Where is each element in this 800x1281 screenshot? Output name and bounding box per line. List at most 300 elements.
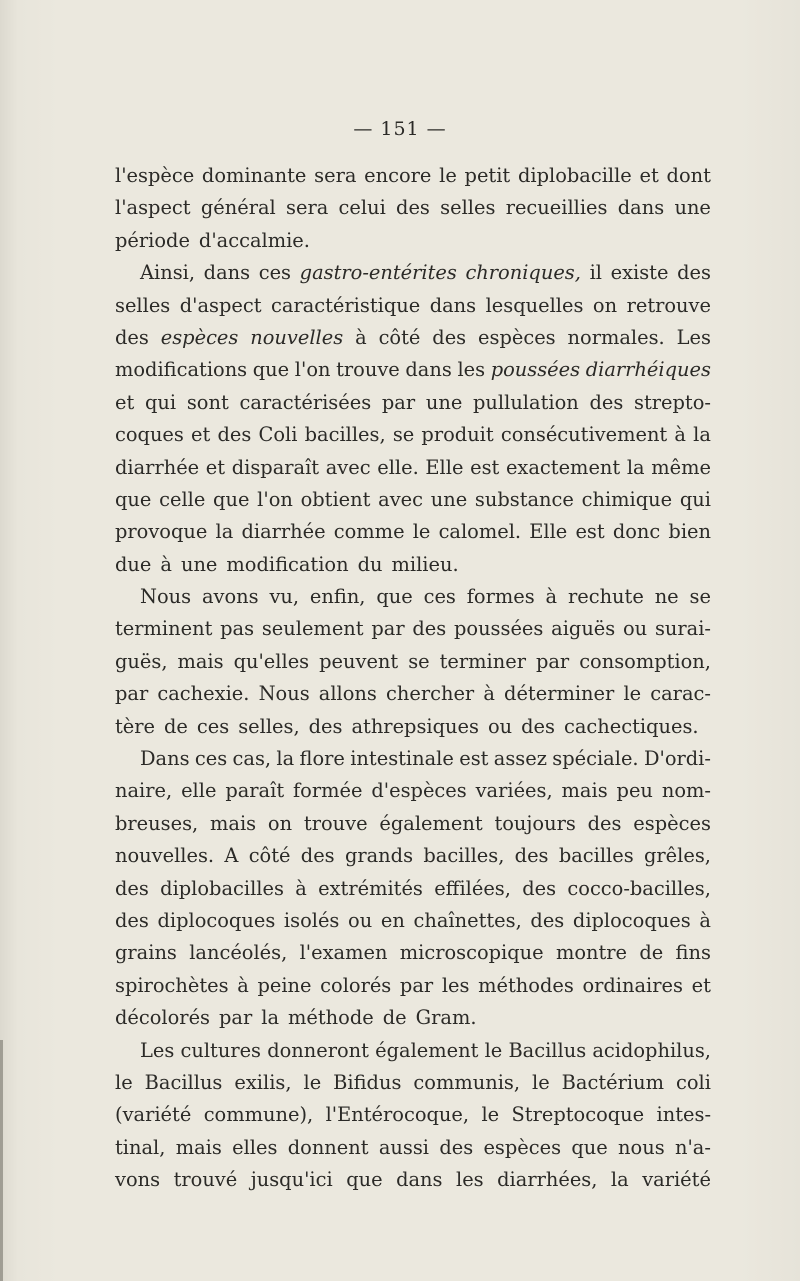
word: calomel. — [438, 520, 522, 544]
word: avec — [378, 487, 423, 511]
word: de — [164, 714, 188, 738]
word: à — [355, 325, 367, 349]
word: la — [215, 520, 234, 544]
word: des — [308, 714, 343, 738]
word: l'espèce — [115, 164, 195, 187]
word: breuses, — [115, 811, 199, 835]
word: que — [213, 487, 250, 511]
word: des — [522, 876, 557, 900]
word: est — [575, 520, 605, 544]
word: coli — [675, 1070, 711, 1094]
word: bacilles, — [304, 423, 386, 447]
word: selles — [115, 293, 171, 317]
word: enfin, — [309, 585, 366, 609]
word: petit — [464, 164, 511, 187]
word: de — [639, 941, 664, 965]
word: décolorés — [115, 1006, 210, 1030]
word: D'ordi- — [643, 747, 711, 771]
word: ou — [348, 908, 373, 932]
text-line — [115, 1002, 711, 1034]
word: aussi — [378, 1135, 430, 1159]
word: seulement — [261, 617, 364, 641]
word: l'on — [294, 358, 331, 382]
word: cas, — [232, 747, 272, 771]
word: ou — [623, 617, 648, 641]
word: Nous — [258, 682, 310, 706]
word: l'on — [257, 487, 293, 511]
word: lesquelles — [485, 293, 584, 317]
word: consécutivement — [500, 423, 668, 447]
word: Ainsi, — [140, 261, 196, 285]
word: l'Entérocoque, — [325, 1103, 470, 1127]
word: des — [396, 196, 430, 220]
word: des — [115, 876, 149, 900]
word: à — [674, 423, 686, 447]
word: qui — [145, 390, 177, 414]
text-line — [115, 678, 711, 710]
word: exilis, — [234, 1070, 292, 1094]
word: spéciale. — [552, 747, 639, 771]
word: le — [412, 520, 431, 544]
word: la — [610, 1168, 629, 1192]
word: côté — [378, 325, 421, 349]
word: les — [441, 973, 470, 997]
word: à — [545, 585, 558, 609]
word: des — [115, 325, 149, 349]
word: A — [224, 844, 239, 868]
word: poussées — [453, 617, 544, 641]
italic-word: nouvelles — [250, 325, 344, 349]
word: même — [651, 455, 711, 479]
word: Coli — [258, 423, 298, 447]
word: trouvé — [173, 1168, 238, 1192]
word: des — [217, 423, 252, 447]
word: grains — [115, 941, 177, 965]
word: elles — [232, 1135, 278, 1159]
word: d'accalmie. — [198, 228, 310, 252]
word: diarrhée — [241, 520, 326, 544]
word: mais — [210, 811, 257, 835]
word: normales. — [567, 325, 665, 349]
word: sera — [314, 164, 357, 187]
word: bien — [668, 520, 711, 544]
word: Elle — [425, 455, 464, 479]
word: substance — [474, 487, 574, 511]
word: sont — [186, 390, 229, 414]
word: diplobacilles — [160, 876, 284, 900]
word: que — [252, 358, 290, 382]
word: ces — [194, 747, 228, 771]
word: peuvent — [319, 649, 399, 673]
word: celle — [159, 487, 206, 511]
word: dominante — [201, 164, 307, 187]
text-line — [115, 290, 711, 322]
text-line — [115, 225, 711, 257]
word: nouvelles. — [115, 844, 215, 868]
word: du — [357, 552, 383, 576]
word: Bifidus — [333, 1070, 402, 1094]
word: des — [432, 325, 467, 349]
word: peine — [257, 973, 312, 997]
text-line — [115, 711, 711, 743]
word: aiguës — [551, 617, 616, 641]
word: que — [115, 487, 152, 511]
word: il — [589, 261, 602, 285]
word: acidophilus, — [592, 1038, 711, 1062]
word: diplocoques — [157, 908, 276, 932]
word: dans — [405, 358, 452, 382]
word: à — [295, 876, 307, 900]
word: le — [484, 1038, 503, 1062]
word: Les — [140, 1038, 175, 1062]
word: une — [674, 196, 711, 220]
text-line — [115, 1067, 711, 1099]
text-line — [115, 581, 711, 613]
word: Elle — [529, 520, 568, 544]
text-line — [115, 1132, 711, 1164]
word: provoque — [115, 520, 208, 544]
word: avec — [325, 455, 371, 479]
word: par — [371, 617, 405, 641]
text-line — [115, 937, 711, 969]
text-line — [115, 322, 711, 354]
text-line — [115, 646, 711, 678]
word: existe — [610, 261, 669, 285]
word: toujours — [494, 811, 576, 835]
word: variété — [642, 1168, 711, 1192]
word: qui — [679, 487, 711, 511]
word: que — [346, 1168, 383, 1192]
word: et — [205, 455, 226, 479]
word: chimique — [581, 487, 673, 511]
word: donnent — [287, 1135, 369, 1159]
word: dans — [617, 196, 665, 220]
word: grêles, — [643, 844, 711, 868]
word: et — [639, 164, 659, 187]
word: caractéristique — [271, 293, 421, 317]
word: les — [456, 1168, 484, 1192]
text-line — [115, 613, 711, 645]
word: guës, — [115, 649, 168, 673]
word: et — [115, 390, 135, 414]
word: celui — [338, 196, 386, 220]
word: pullulation — [473, 390, 579, 414]
word: période — [115, 228, 190, 252]
word: coques — [115, 423, 184, 447]
word: que — [571, 1135, 608, 1159]
word: spirochètes — [115, 973, 229, 997]
word: l'aspect — [115, 196, 191, 220]
word: cachectiques. — [563, 714, 699, 738]
italic-word: chroniques, — [465, 261, 581, 285]
word: exactement — [505, 455, 621, 479]
text-line — [115, 192, 711, 224]
word: par — [219, 1006, 253, 1030]
word: l'examen — [299, 941, 388, 965]
word: vons — [115, 1168, 161, 1192]
word: le — [532, 1070, 550, 1094]
text-line — [115, 257, 711, 289]
word: diplobacille — [517, 164, 632, 187]
word: formée — [293, 779, 363, 803]
word: les — [457, 358, 486, 382]
word: disparaît — [231, 455, 320, 479]
text-line — [115, 419, 711, 451]
word: en — [380, 908, 405, 932]
word: général — [200, 196, 276, 220]
word: due — [115, 552, 152, 576]
word: Bacillus — [144, 1070, 223, 1094]
word: des — [514, 844, 549, 868]
word: cultures — [180, 1038, 262, 1062]
italic-word: poussées — [490, 358, 581, 382]
text-line — [115, 1035, 711, 1067]
word: paraît — [225, 779, 285, 803]
word: cachexie. — [157, 682, 250, 706]
body-text — [115, 160, 711, 1197]
word: montre — [555, 941, 628, 965]
word: d'aspect — [179, 293, 262, 317]
word: des — [115, 908, 149, 932]
word: se — [689, 585, 711, 609]
word: athrepsiques — [351, 714, 479, 738]
word: elle — [181, 779, 217, 803]
word: Bactérium — [561, 1070, 664, 1094]
text-line — [115, 452, 711, 484]
word: le — [115, 1070, 133, 1094]
word: également — [379, 811, 483, 835]
word: on — [592, 293, 618, 317]
word: formes — [466, 585, 535, 609]
word: carac- — [650, 682, 711, 706]
word: se — [408, 649, 430, 673]
word: variées, — [475, 779, 553, 803]
word: espèces — [633, 811, 711, 835]
word: pas — [220, 617, 255, 641]
word: extrémités — [318, 876, 423, 900]
italic-word: gastro-entérites — [299, 261, 457, 285]
word: isolés — [283, 908, 340, 932]
word: des — [412, 617, 447, 641]
word: modifications — [115, 358, 248, 382]
word: jusqu'ici — [250, 1168, 333, 1192]
word: ces — [196, 714, 230, 738]
word: dans — [396, 1168, 443, 1192]
word: communis, — [413, 1070, 521, 1094]
word: microscopique — [399, 941, 544, 965]
word: à — [483, 682, 495, 706]
word: intestinale — [350, 747, 454, 771]
word: ou — [487, 714, 513, 738]
word: encore — [364, 164, 432, 187]
text-line — [115, 1164, 711, 1196]
word: effilées, — [434, 876, 511, 900]
text-line — [115, 354, 711, 386]
word: se — [392, 423, 415, 447]
word: ne — [654, 585, 679, 609]
word: Streptocoque — [511, 1103, 645, 1127]
word: mais — [175, 1135, 222, 1159]
word: la — [261, 1006, 280, 1030]
word: des — [521, 714, 555, 738]
word: rechute — [567, 585, 644, 609]
word: est — [459, 747, 489, 771]
word: colorés — [320, 973, 392, 997]
word: déterminer — [504, 682, 615, 706]
word: trouve — [336, 358, 400, 382]
text-line — [115, 387, 711, 419]
word: caractérisées — [239, 390, 372, 414]
word: donc — [612, 520, 661, 544]
word: retrouve — [626, 293, 711, 317]
word: terminer — [439, 649, 526, 673]
word: tinal, — [115, 1135, 166, 1159]
word: espèces — [483, 1135, 562, 1159]
word: bacilles, — [423, 844, 505, 868]
text-line — [115, 743, 711, 775]
word: flore — [299, 747, 345, 771]
word: une — [430, 487, 468, 511]
word: mais — [177, 649, 224, 673]
word: Dans — [140, 747, 190, 771]
italic-word: espèces — [160, 325, 239, 349]
word: est — [470, 455, 500, 479]
word: on — [267, 811, 293, 835]
text-line — [115, 873, 711, 905]
word: et — [191, 423, 211, 447]
word: obtient — [300, 487, 371, 511]
word: (variété — [115, 1103, 192, 1127]
word: n'a- — [674, 1135, 711, 1159]
word: strepto- — [634, 390, 711, 414]
word: dont — [666, 164, 711, 187]
word: terminent — [115, 617, 213, 641]
word: par — [381, 390, 416, 414]
word: vu, — [269, 585, 300, 609]
word: également — [375, 1038, 479, 1062]
word: allons — [318, 682, 377, 706]
word: méthode — [288, 1006, 374, 1030]
word: d'espèces — [371, 779, 467, 803]
word: chercher — [386, 682, 475, 706]
word: cocco-bacilles, — [567, 876, 711, 900]
word: nom- — [661, 779, 711, 803]
word: ces — [423, 585, 456, 609]
word: selles — [440, 196, 496, 220]
word: la — [276, 747, 295, 771]
word: assez — [493, 747, 547, 771]
text-line — [115, 775, 711, 807]
word: à — [160, 552, 172, 576]
word: des — [530, 908, 565, 932]
word: milieu. — [391, 552, 459, 576]
word: ces — [258, 261, 292, 285]
word: des — [677, 261, 711, 285]
word: consomption, — [579, 649, 711, 673]
text-line — [115, 970, 711, 1002]
text-line — [115, 808, 711, 840]
word: bacilles — [558, 844, 634, 868]
word: donneront — [267, 1038, 369, 1062]
word: et — [691, 973, 711, 997]
word: peu — [616, 779, 653, 803]
text-line — [115, 1099, 711, 1131]
word: la — [693, 423, 711, 447]
word: nous — [618, 1135, 665, 1159]
word: avons — [201, 585, 259, 609]
word: qu'elles — [233, 649, 310, 673]
word: dans — [203, 261, 251, 285]
word: le — [623, 682, 642, 706]
word: des — [587, 811, 622, 835]
word: mais — [561, 779, 608, 803]
word: commune), — [203, 1103, 314, 1127]
word: à — [237, 973, 249, 997]
word: la — [626, 455, 645, 479]
page-number: — 151 — — [353, 118, 447, 140]
word: par — [115, 682, 149, 706]
word: intes- — [656, 1103, 711, 1127]
word: une — [425, 390, 463, 414]
word: naire, — [115, 779, 173, 803]
text-line — [115, 516, 711, 548]
word: elle. — [377, 455, 419, 479]
word: le — [481, 1103, 500, 1127]
word: le — [439, 164, 457, 187]
word: par — [535, 649, 570, 673]
text-line — [115, 160, 711, 192]
word: diarrhées, — [497, 1168, 598, 1192]
italic-word: diarrhéiques — [585, 358, 711, 382]
text-line — [115, 905, 711, 937]
word: tère — [115, 714, 156, 738]
text-line — [115, 840, 711, 872]
word: Bacillus — [508, 1038, 587, 1062]
word: diarrhée — [115, 455, 200, 479]
word: par — [399, 973, 434, 997]
word: grands — [344, 844, 414, 868]
word: trouve — [303, 811, 368, 835]
word: diplocoques — [572, 908, 691, 932]
word: des — [300, 844, 335, 868]
word: Nous — [140, 585, 192, 609]
word: côté — [248, 844, 291, 868]
word: Gram. — [415, 1006, 477, 1030]
word: méthodes — [478, 973, 574, 997]
text-line — [115, 549, 711, 581]
word: chaînettes, — [413, 908, 522, 932]
word: le — [303, 1070, 322, 1094]
word: modification — [226, 552, 349, 576]
text-line — [115, 484, 711, 516]
word: que — [376, 585, 413, 609]
word: une — [180, 552, 218, 576]
word: comme — [333, 520, 405, 544]
word: espèces — [478, 325, 556, 349]
word: dans — [429, 293, 477, 317]
word: ordinaires — [582, 973, 683, 997]
word: des — [439, 1135, 474, 1159]
word: Les — [676, 325, 711, 349]
word: à — [699, 908, 711, 932]
word: recueillies — [505, 196, 608, 220]
word: fins — [675, 941, 711, 965]
word: surai- — [654, 617, 711, 641]
word: selles, — [238, 714, 300, 738]
word: de — [382, 1006, 407, 1030]
word: sera — [286, 196, 329, 220]
word: produit — [421, 423, 494, 447]
